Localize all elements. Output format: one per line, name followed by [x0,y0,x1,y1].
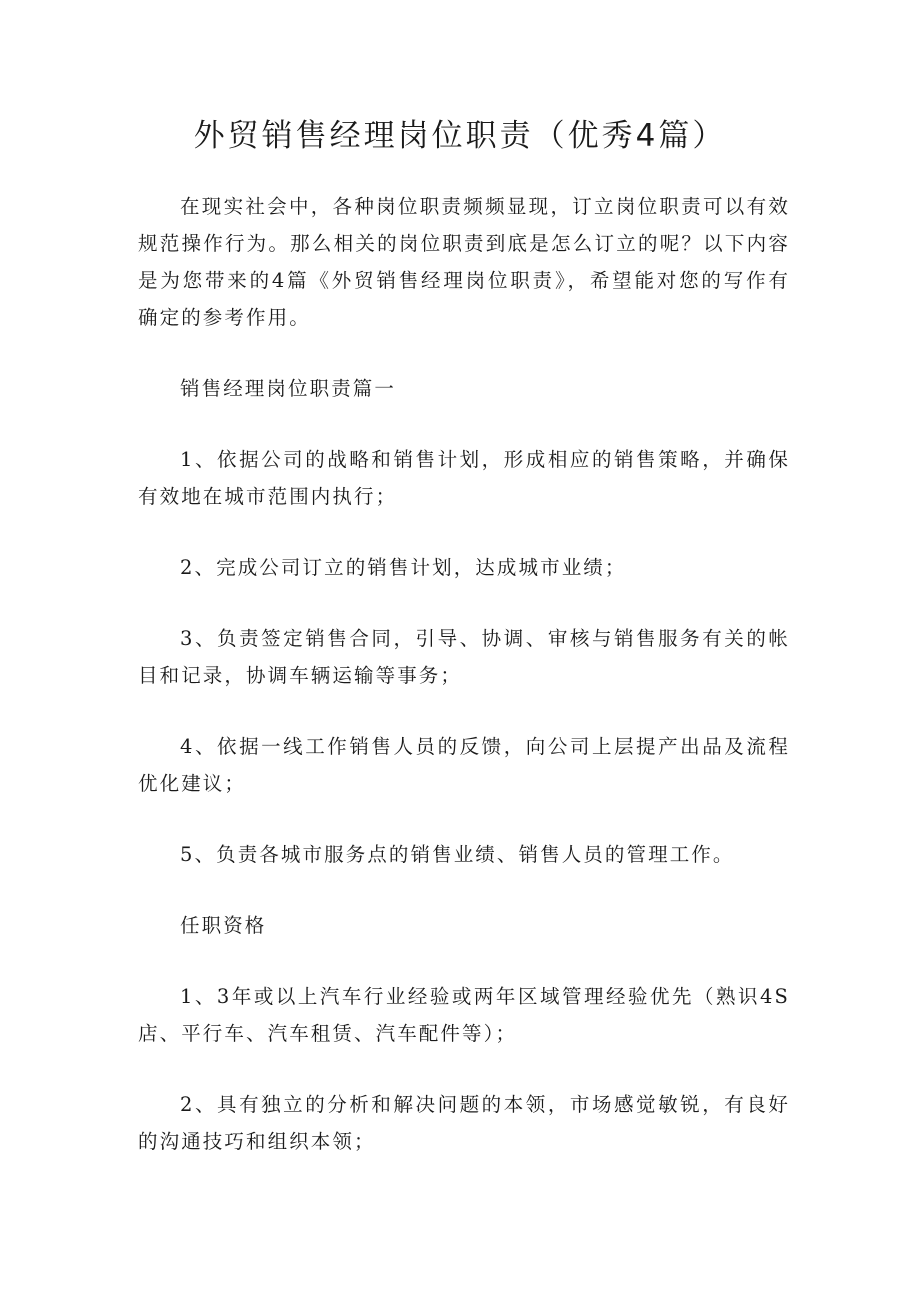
duty-item-1: 1、依据公司的战略和销售计划，形成相应的销售策略，并确保有效地在城市范围内执行； [138,448,790,508]
duty-item-3: 3、负责签定销售合同，引导、协调、审核与销售服务有关的帐目和记录，协调车辆运输等事务； [138,627,790,687]
intro-paragraph: 在现实社会中，各种岗位职责频频显现，订立岗位职责可以有效规范操作行为。那么相关的岗位职责到底是怎么订立的呢？以下内容是为您带来的4篇《外贸销售经理岗位职责》，希望能对您的写作有确定的参考作用。 [138,195,790,329]
document-body [138,188,790,1194]
duty-item-2: 2、完成公司订立的销售计划，达成城市业绩； [180,556,627,579]
qualification-item-2: 2、具有独立的分析和解决问题的本领，市场感觉敏锐，有良好的沟通技巧和组织本领； [138,1093,790,1153]
qualification-heading: 任职资格 [180,914,267,937]
section-heading: 销售经理岗位职责篇一 [180,377,397,400]
document-title: 外贸销售经理岗位职责（优秀4篇） [193,118,727,154]
duty-item-4: 4、依据一线工作销售人员的反馈，向公司上层提产出品及流程优化建议； [138,735,790,795]
qualification-item-1: 1、3年或以上汽车行业经验或两年区域管理经验优先（熟识4S店、平行车、汽车租赁、汽车配件等）； [138,985,790,1045]
duty-item-5: 5、负责各城市服务点的销售业绩、销售人员的管理工作。 [180,843,735,866]
